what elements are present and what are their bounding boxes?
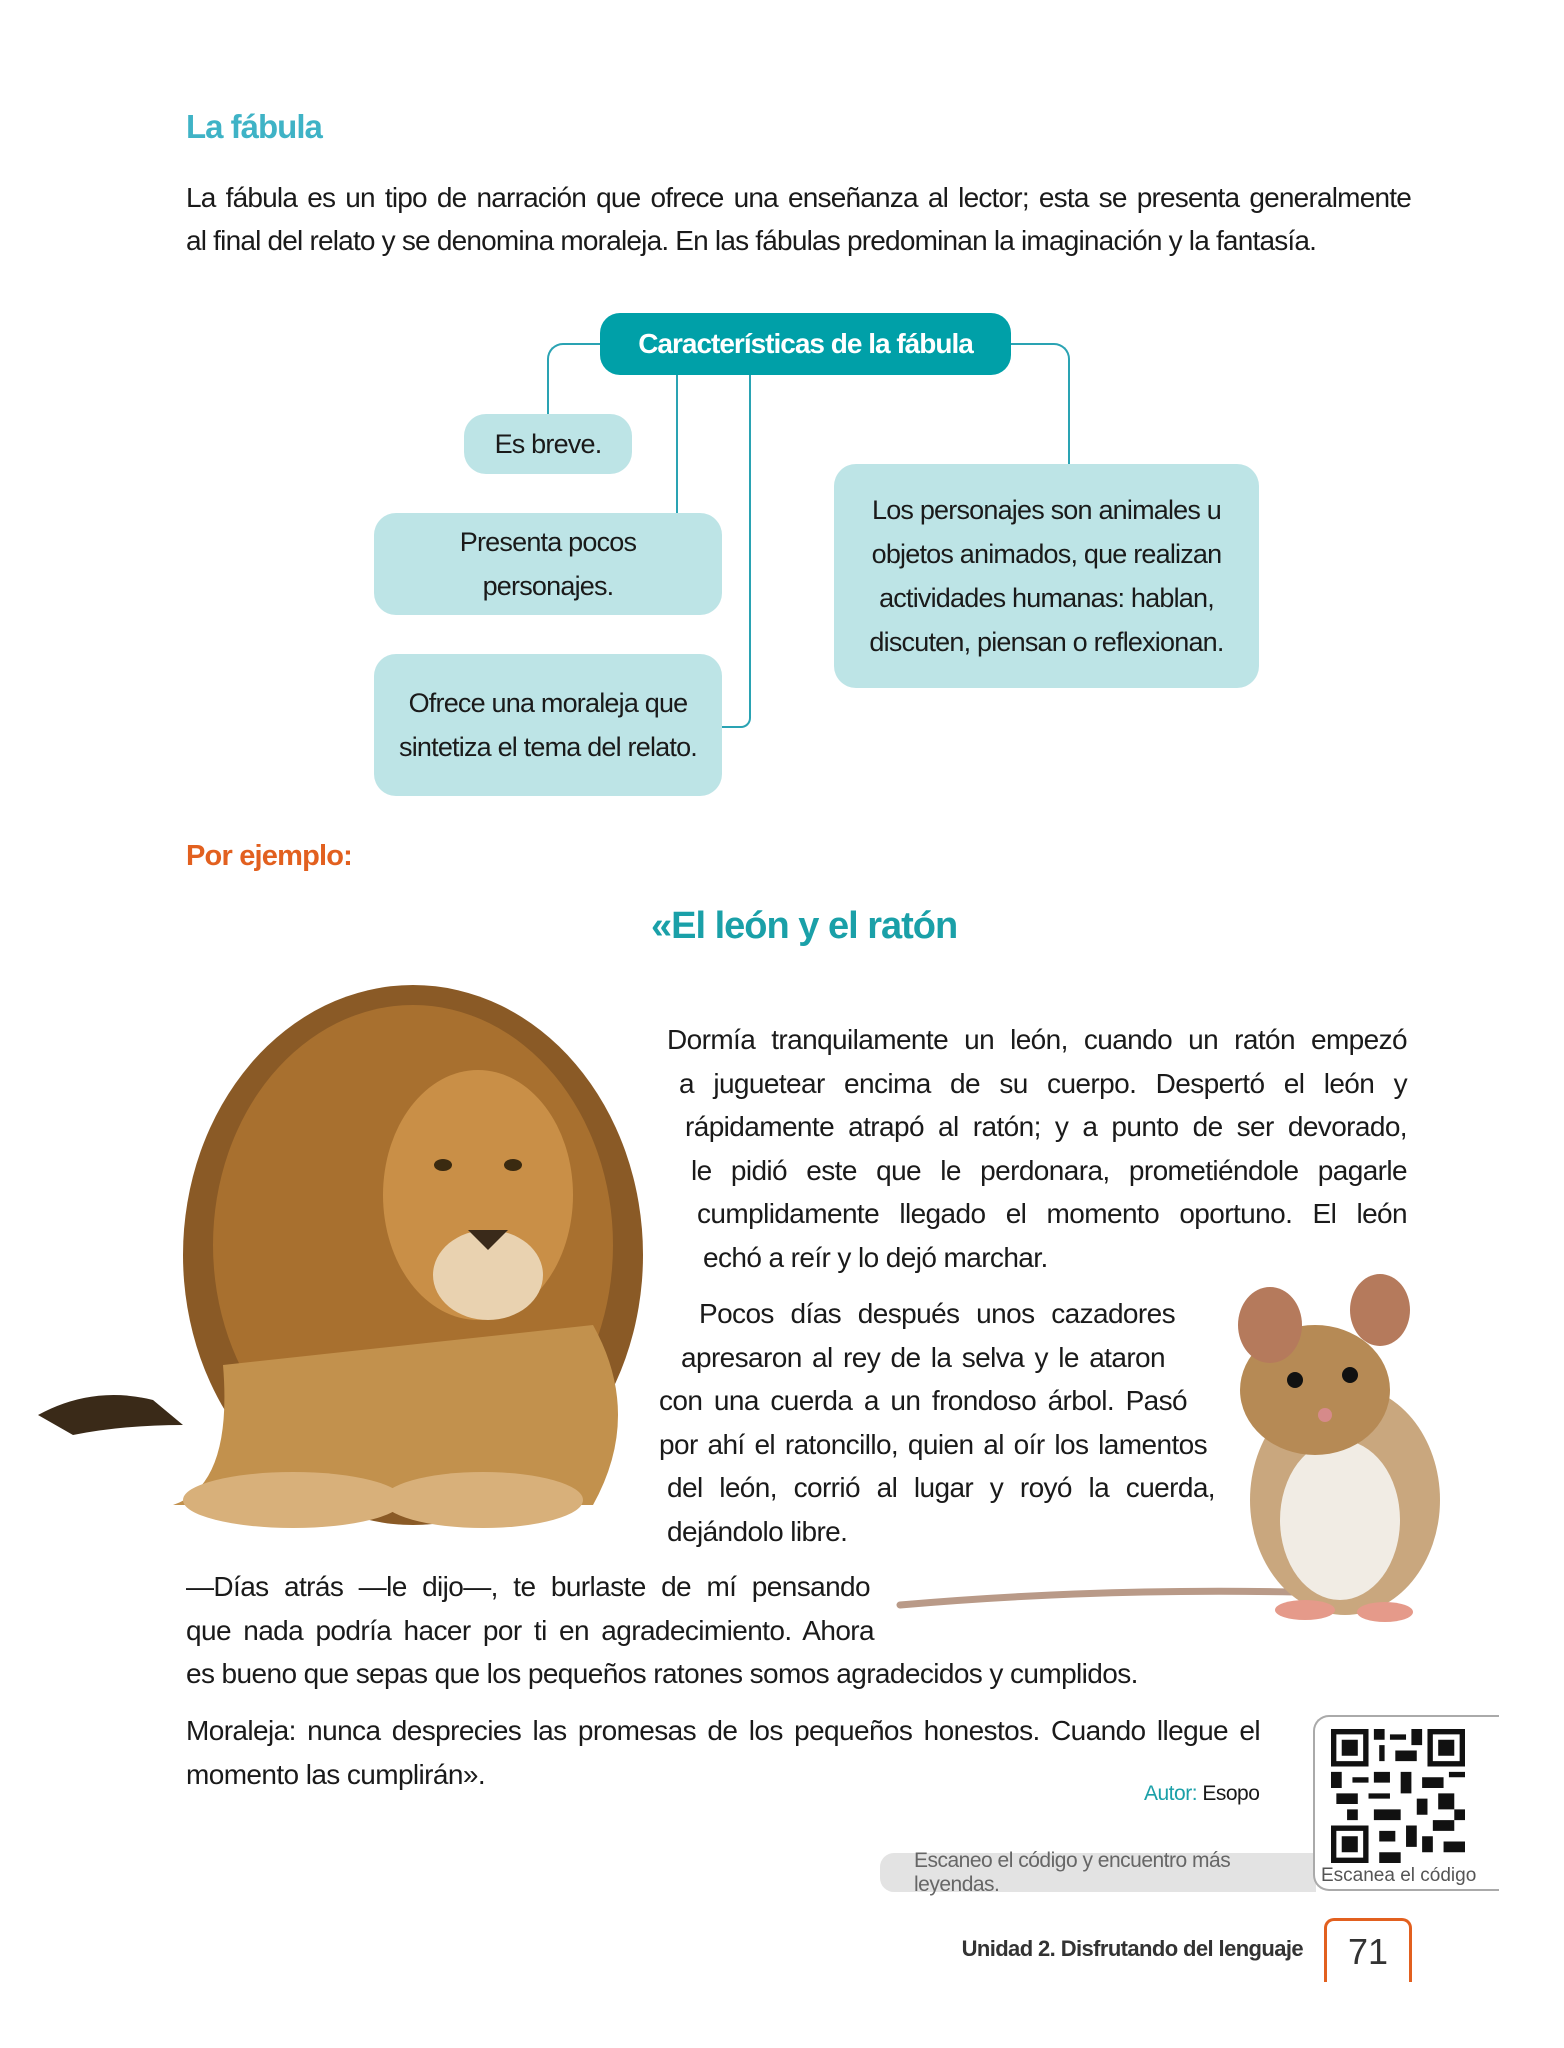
diagram-title: Características de la fábula	[600, 313, 1011, 375]
intro-paragraph	[186, 176, 1411, 262]
story-line: cumplidamente llegado el momento oportuno. El león	[697, 1198, 1407, 1229]
intro-line: La fábula es un tipo de narración que ofrece una enseñanza al lector; esta se presenta generalmente	[186, 182, 1411, 213]
story-line: con una cuerda a un frondoso árbol. Pasó	[659, 1385, 1187, 1416]
footer-unit: Unidad 2. Disfrutando del lenguaje	[961, 1936, 1303, 1961]
diagram-item-animals: Los personajes son animales u objetos animados, que realizan actividades humanas: hablan, discuten, piensan o reflexionan.	[834, 464, 1259, 688]
diagram-item-moral: Ofrece una moraleja que sintetiza el tema del relato.	[374, 654, 722, 796]
example-label: Por ejemplo:	[186, 840, 353, 872]
qr-code-icon	[1331, 1729, 1465, 1863]
story-line: echó a reír y lo dejó marchar.	[703, 1241, 1048, 1273]
moral-line: momento las cumplirán».	[186, 1758, 485, 1790]
moral-line: Moraleja: nunca desprecies las promesas de los pequeños honestos. Cuando llegue el	[186, 1715, 1260, 1746]
story-line: del león, corrió al lugar y royó la cuerda,	[667, 1472, 1215, 1503]
story-line: Pocos días después unos cazadores	[699, 1298, 1175, 1329]
section-title: La fábula	[186, 108, 322, 145]
story-line: le pidió este que le perdonara, prometiéndole pagarle	[691, 1154, 1407, 1186]
page-number: 71	[1324, 1918, 1412, 1982]
connector	[676, 375, 678, 514]
story-line: a juguetear encima de su cuerpo. Despertó el león y	[679, 1067, 1407, 1099]
lion-image	[33, 945, 643, 1530]
story-paragraph-1	[667, 1018, 1407, 1279]
connector	[1010, 343, 1070, 465]
story-line: por ahí el ratoncillo, quien al oír los lamentos	[659, 1428, 1207, 1460]
moral-paragraph	[186, 1709, 1260, 1796]
story-line: rápidamente atrapó al ratón; y a punto de ser devorado,	[685, 1111, 1407, 1142]
author-name: Esopo	[1202, 1782, 1260, 1805]
scan-note: Escaneo el código y encuentro más leyendas.	[880, 1853, 1316, 1892]
diagram-item-brief: Es breve.	[464, 414, 632, 474]
author-label: Autor:	[1144, 1782, 1198, 1805]
author-line	[1144, 1782, 1259, 1806]
connector	[547, 343, 602, 415]
story-line: dejándolo libre.	[667, 1515, 848, 1547]
qr-caption: Escanea el código	[1321, 1865, 1477, 1886]
story-paragraph-3	[186, 1565, 1156, 1696]
story-line: es bueno que sepas que los pequeños ratones somos agradecidos y cumplidos.	[186, 1658, 1138, 1689]
connector	[722, 375, 751, 728]
qr-code-box[interactable]	[1313, 1715, 1499, 1891]
diagram-item-characters: Presenta pocos personajes.	[374, 513, 722, 615]
story-line: que nada podría hacer por ti en agradecimiento. Ahora	[186, 1614, 874, 1646]
story-title: «El león y el ratón	[651, 905, 958, 947]
story-line: Dormía tranquilamente un león, cuando un ratón empezó	[667, 1024, 1407, 1055]
intro-line: al final del relato y se denomina moraleja. En las fábulas predominan la imaginación y la fantasía.	[186, 225, 1317, 256]
story-line: apresaron al rey de la selva y le ataron	[681, 1341, 1165, 1373]
story-line: —Días atrás —le dijo—, te burlaste de mí pensando	[186, 1571, 870, 1602]
